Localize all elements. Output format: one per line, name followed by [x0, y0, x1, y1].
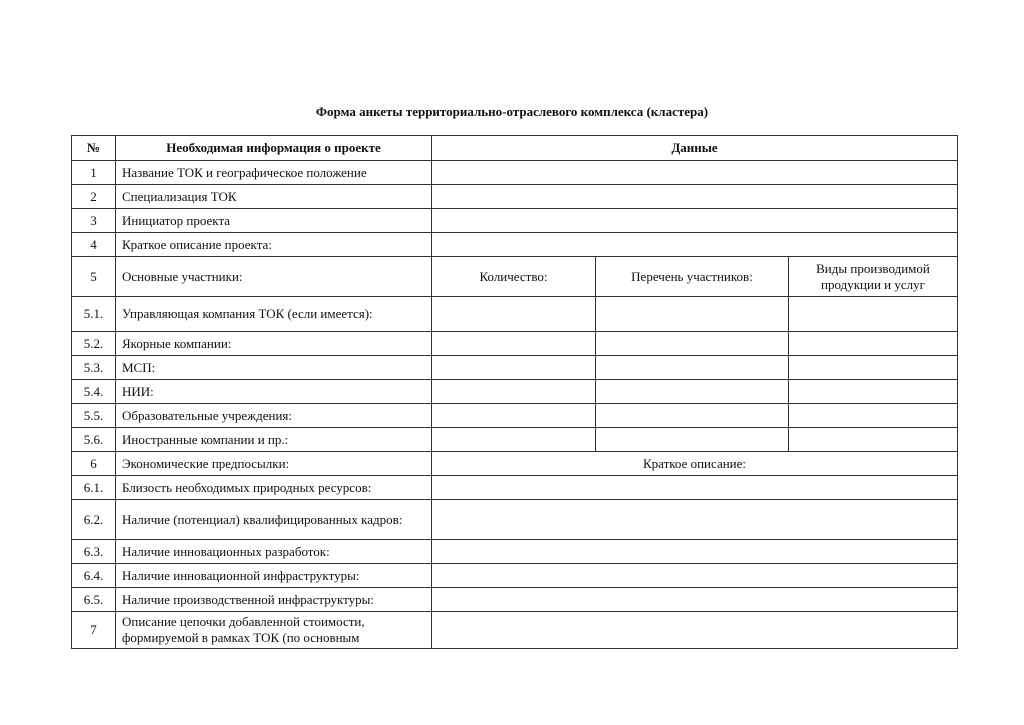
row-label: Образовательные учреждения:: [116, 404, 432, 428]
row-number: 6.4.: [72, 564, 116, 588]
row-number: 5.5.: [72, 404, 116, 428]
row-number: 6: [72, 452, 116, 476]
row-label: Наличие (потенциал) квалифицированных кадров:: [116, 500, 432, 540]
row-label: Якорные компании:: [116, 332, 432, 356]
row-label: Краткое описание проекта:: [116, 233, 432, 257]
row-label: Основные участники:: [116, 257, 432, 297]
page-title: Форма анкеты территориально-отраслевого комплекса (кластера): [315, 104, 709, 119]
quantity-cell[interactable]: [432, 428, 596, 452]
products-cell[interactable]: [789, 380, 958, 404]
participants-row: [72, 257, 958, 297]
products-column-label: Виды производимой продукции и услуг: [789, 257, 958, 297]
data-cell[interactable]: [432, 540, 958, 564]
quantity-cell[interactable]: [432, 356, 596, 380]
row-label: Описание цепочки добавленной стоимости, формируемой в рамках ТОК (по основным: [116, 612, 432, 649]
participants-list-column-label: Перечень участников:: [596, 257, 789, 297]
row-number: 1: [72, 161, 116, 185]
data-cell[interactable]: [432, 476, 958, 500]
data-cell[interactable]: [432, 588, 958, 612]
header-row: [72, 136, 958, 161]
table-row: [72, 564, 958, 588]
data-cell[interactable]: [432, 233, 958, 257]
participants-list-cell[interactable]: [596, 332, 789, 356]
table-row: [72, 297, 958, 332]
row-label: Инициатор проекта: [116, 209, 432, 233]
row-number: 5.2.: [72, 332, 116, 356]
row-label: Экономические предпосылки:: [116, 452, 432, 476]
header-info: Необходимая информация о проекте: [116, 136, 432, 161]
row-number: 5.4.: [72, 380, 116, 404]
row-number: 7: [72, 612, 116, 649]
table-row: [72, 332, 958, 356]
row-number: 6.5.: [72, 588, 116, 612]
table-row: [72, 380, 958, 404]
row-label: НИИ:: [116, 380, 432, 404]
participants-list-cell[interactable]: [596, 404, 789, 428]
header-data: Данные: [432, 136, 958, 161]
row-number: 6.1.: [72, 476, 116, 500]
data-cell[interactable]: [432, 161, 958, 185]
row-number: 5.1.: [72, 297, 116, 332]
data-cell[interactable]: [432, 209, 958, 233]
table-row: [72, 428, 958, 452]
row-label: Иностранные компании и пр.:: [116, 428, 432, 452]
table-row: [72, 161, 958, 185]
header-number: №: [72, 136, 116, 161]
row-label: Наличие производственной инфраструктуры:: [116, 588, 432, 612]
row-number: 5.3.: [72, 356, 116, 380]
quantity-cell[interactable]: [432, 332, 596, 356]
products-cell[interactable]: [789, 356, 958, 380]
participants-list-cell[interactable]: [596, 380, 789, 404]
row-label: Управляющая компания ТОК (если имеется):: [116, 297, 432, 332]
row-number: 2: [72, 185, 116, 209]
participants-list-cell[interactable]: [596, 428, 789, 452]
products-cell[interactable]: [789, 332, 958, 356]
row-number: 3: [72, 209, 116, 233]
row-label: Специализация ТОК: [116, 185, 432, 209]
table-row: [72, 588, 958, 612]
quantity-cell[interactable]: [432, 297, 596, 332]
data-cell[interactable]: [432, 185, 958, 209]
data-cell[interactable]: [432, 500, 958, 540]
row-label: Близость необходимых природных ресурсов:: [116, 476, 432, 500]
table-row: [72, 233, 958, 257]
row-number: 5: [72, 257, 116, 297]
row-number: 5.6.: [72, 428, 116, 452]
table-row: [72, 540, 958, 564]
quantity-cell[interactable]: [432, 404, 596, 428]
quantity-column-label: Количество:: [432, 257, 596, 297]
row-label: Наличие инновационных разработок:: [116, 540, 432, 564]
economic-row: [72, 452, 958, 476]
survey-form-table: [71, 135, 958, 649]
products-cell[interactable]: [789, 404, 958, 428]
table-row: [72, 612, 958, 649]
row-label: Название ТОК и географическое положение: [116, 161, 432, 185]
data-cell[interactable]: [432, 612, 958, 649]
row-label: Наличие инновационной инфраструктуры:: [116, 564, 432, 588]
row-number: 6.2.: [72, 500, 116, 540]
row-number: 4: [72, 233, 116, 257]
row-label: МСП:: [116, 356, 432, 380]
table-row: [72, 476, 958, 500]
products-cell[interactable]: [789, 297, 958, 332]
participants-list-cell[interactable]: [596, 297, 789, 332]
products-cell[interactable]: [789, 428, 958, 452]
data-cell[interactable]: [432, 564, 958, 588]
table-row: [72, 356, 958, 380]
table-row: [72, 404, 958, 428]
table-row: [72, 209, 958, 233]
table-row: [72, 185, 958, 209]
brief-description-label: Краткое описание:: [432, 452, 958, 476]
quantity-cell[interactable]: [432, 380, 596, 404]
participants-list-cell[interactable]: [596, 356, 789, 380]
row-number: 6.3.: [72, 540, 116, 564]
table-row: [72, 500, 958, 540]
